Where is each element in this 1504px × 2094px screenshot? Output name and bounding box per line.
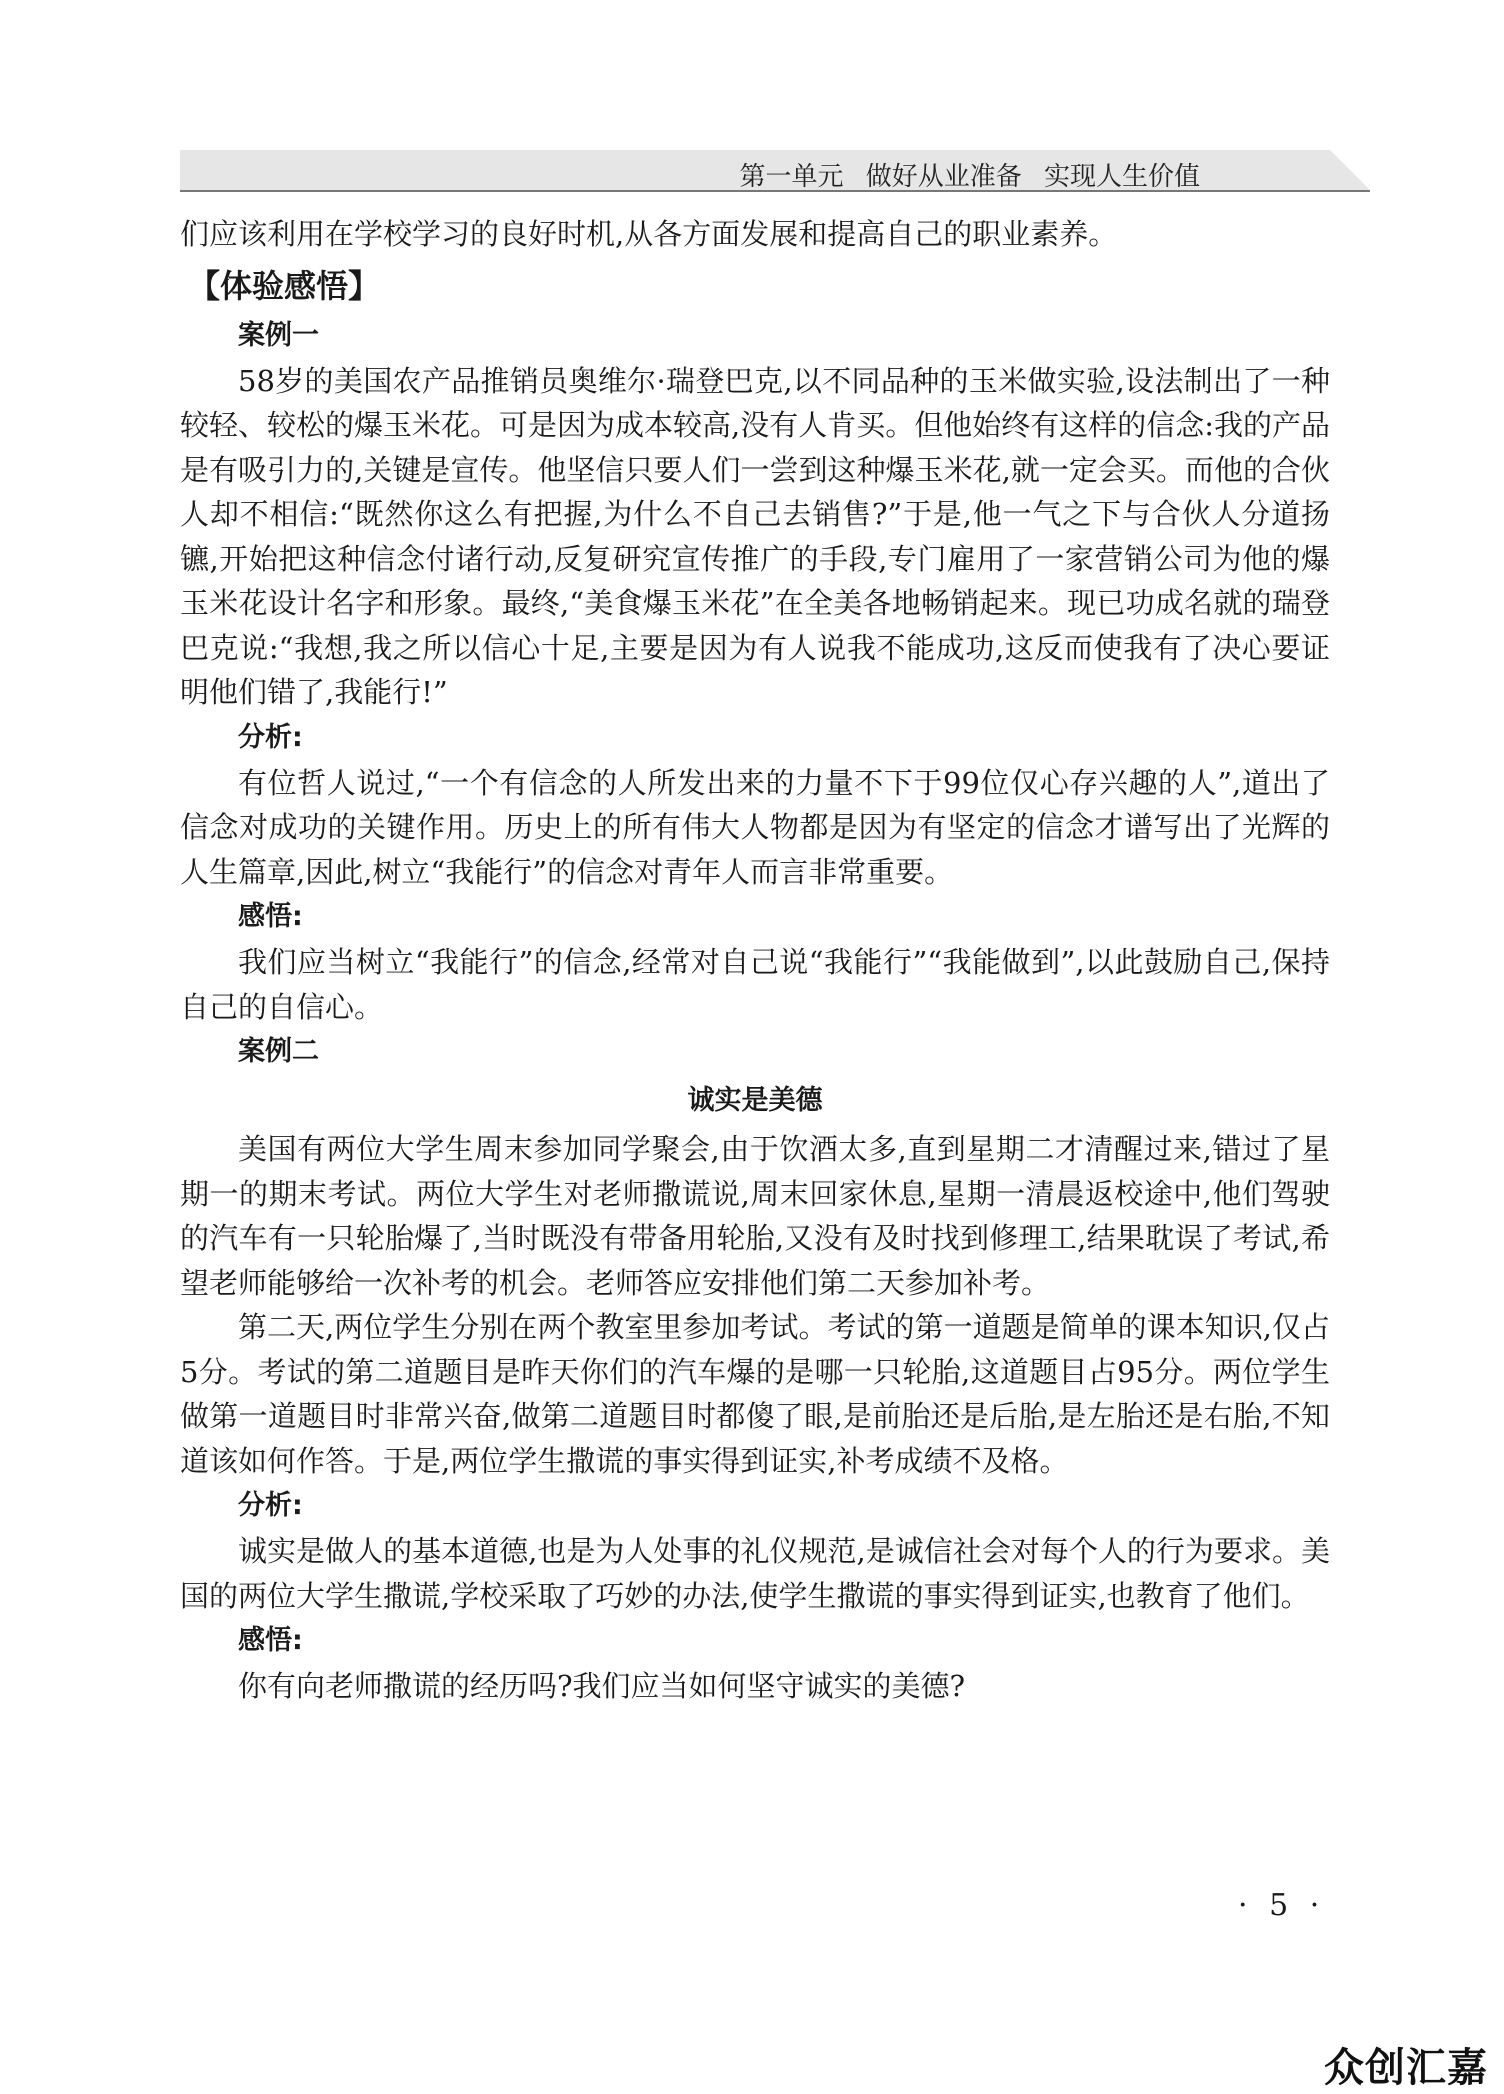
case1-body: 58岁的美国农产品推销员奥维尔·瑞登巴克,以不同品种的玉米做实验,设法制出了一种较轻、较松的爆玉米花。可是因为成本较高,没有人肯买。但他始终有这样的信念:我的产品是有吸引力的,关键是宣传。他坚信只要人们一尝到这种爆玉米花,就一定会买。而他的合伙人却不相信:“既然你这么有把握,为什么不自己去销售?”于是,他一气之下与合伙人分道扬镳,开始把这种信念付诸行动,反复研究宣传推广的手段,专门雇用了一家营销公司为他的爆玉米花设计名字和形象。最终,“美食爆玉米花”在全美各地畅销起来。现已功成名就的瑞登巴克说:“我想,我之所以信心十足,主要是因为有人说我不能成功,这反而使我有了决心要证明他们错了,我能行!” (180, 363, 1330, 709)
page-number: · 5 · (1238, 1888, 1326, 1923)
case2-analysis-label: 分析: (238, 1490, 303, 1521)
case2-analysis: 诚实是做人的基本道德,也是为人处事的礼仪规范,是诚信社会对每个人的行为要求。美国的两位大学生撒谎,学校采取了巧妙的办法,使学生撒谎的事实得到证实,也教育了他们。 (180, 1534, 1330, 1613)
case2-label: 案例二 (238, 1036, 319, 1067)
header-title: 第一单元 做好从业准备 实现人生价值 (739, 162, 1200, 192)
case2-insight: 你有向老师撒谎的经历吗?我们应当如何坚守诚实的美德? (238, 1669, 966, 1703)
case2-para2: 第二天,两位学生分别在两个教室里参加考试。考试的第一道题是简单的课本知识,仅占5分。考试的第二道题目是昨天你们的汽车爆的是哪一只轮胎,这道题目占95分。两位学生做第一道题目时非常兴奋,做第二道题目时都傻了眼,是前胎还是后胎,是左胎还是右胎,不知道该如何作答。于是,两位学生撒谎的事实得到证实,补考成绩不及格。 (180, 1310, 1330, 1478)
case1-analysis: 有位哲人说过,“一个有信念的人所发出来的力量不下于99位仅心存兴趣的人”,道出了信念对成功的关键作用。历史上的所有伟大人物都是因为有坚定的信念才谱写出了光辉的人生篇章,因此,树立“我能行”的信念对青年人而言非常重要。 (180, 765, 1330, 889)
case2-title: 诚实是美德 (687, 1085, 823, 1116)
case1-analysis-label: 分析: (238, 721, 303, 753)
running-header (180, 150, 1370, 194)
watermark-logo: 众创汇嘉 (1324, 2045, 1488, 2091)
case1-label: 案例一 (238, 319, 319, 351)
case2-insight-label: 感悟: (238, 1625, 303, 1656)
section-title: 【体验感悟】 (188, 266, 381, 305)
case1-insight: 我们应当树立“我能行”的信念,经常对自己说“我能行”“我能做到”,以此鼓励自己,保持自己的自信心。 (180, 945, 1330, 1024)
page-content (180, 212, 1330, 1709)
case1-insight-label: 感悟: (238, 901, 303, 932)
case2-para1: 美国有两位大学生周末参加同学聚会,由于饮酒太多,直到星期二才清醒过来,错过了星期一的期末考试。两位大学生对老师撒谎说,周末回家休息,星期一清晨返校途中,他们驾驶的汽车有一只轮胎爆了,当时既没有带备用轮胎,又没有及时找到修理工,结果耽误了考试,希望老师能够给一次补考的机会。老师答应安排他们第二天参加补考。 (180, 1132, 1330, 1300)
intro-text: 们应该利用在学校学习的良好时机,从各方面发展和提高自己的职业素养。 (180, 217, 1118, 251)
